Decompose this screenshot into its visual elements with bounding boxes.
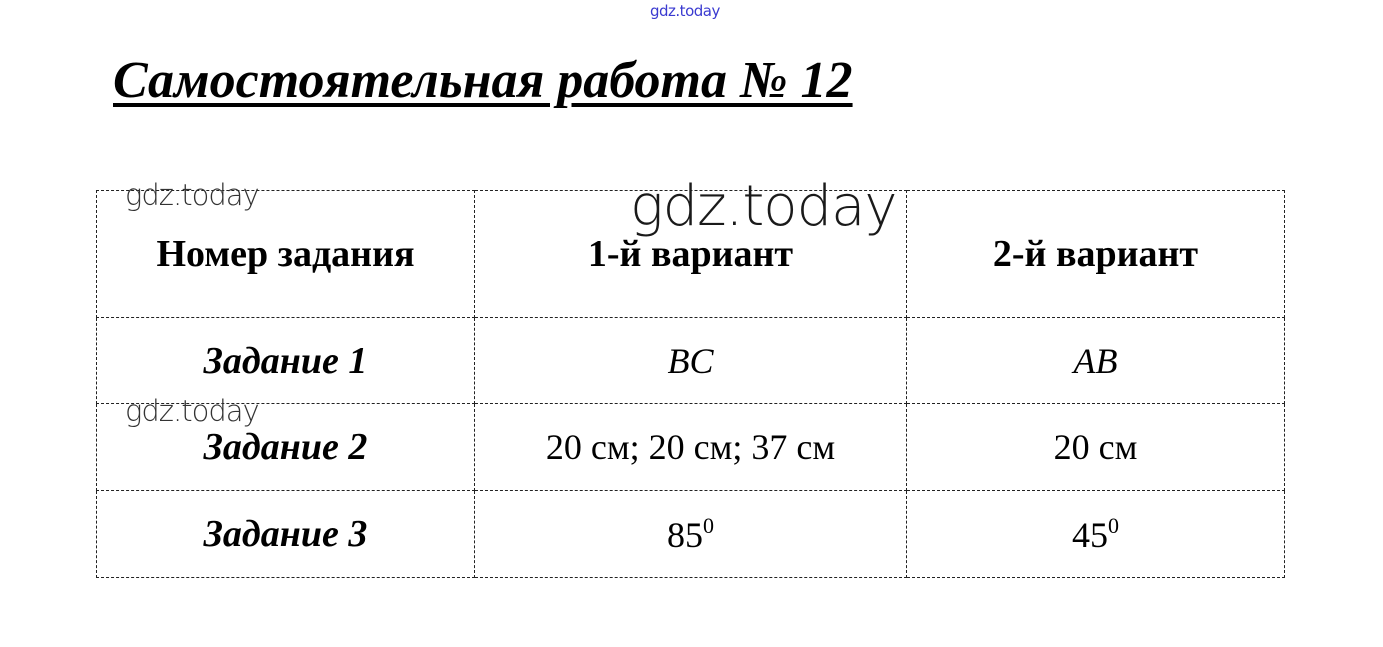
table-row: [97, 404, 1285, 491]
table-row: [97, 491, 1285, 578]
task-label: Задание 3: [97, 491, 475, 578]
degree-superscript: 0: [703, 512, 714, 538]
header-variant-1: 1-й вариант: [475, 191, 907, 318]
watermark-small: gdz.today: [125, 178, 259, 212]
page-title: Самостоятельная работа № 12: [113, 52, 853, 109]
answer-variant-2: 20 см: [907, 404, 1285, 491]
answer-variant-1: [475, 491, 907, 578]
watermark-top: gdz.today: [650, 2, 720, 20]
task-label: Задание 1: [97, 318, 475, 404]
answer-value: 85: [667, 514, 703, 555]
answer-variant-1: 20 см; 20 см; 37 см: [475, 404, 907, 491]
degree-superscript: 0: [1108, 512, 1119, 538]
answer-variant-2: AB: [907, 318, 1285, 404]
header-task-number: Номер задания: [97, 191, 475, 318]
header-variant-2: 2-й вариант: [907, 191, 1285, 318]
table-row: [97, 318, 1285, 404]
answers-table: [96, 190, 1285, 578]
answer-variant-2: [907, 491, 1285, 578]
watermark-large: gdz.today: [630, 174, 897, 239]
answer-value: 45: [1072, 514, 1108, 555]
watermark-small: gdz.today: [125, 394, 259, 428]
answer-variant-1: BC: [475, 318, 907, 404]
task-label: Задание 2: [97, 404, 475, 491]
